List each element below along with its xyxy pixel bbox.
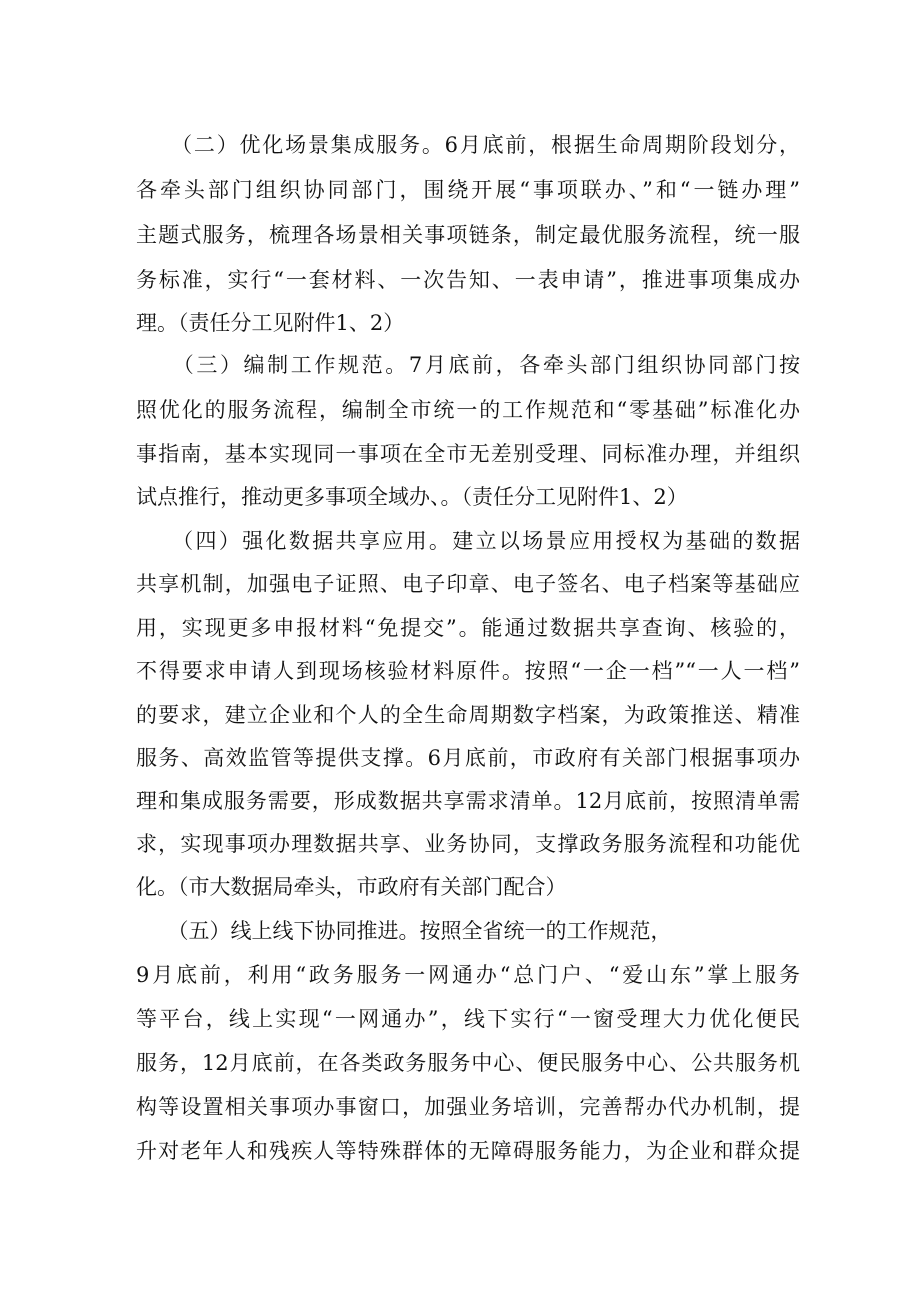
paragraph-3-line-3: 事指南，基本实现同一事项在全市无差别受理、同标准办理，并组织 bbox=[136, 442, 800, 466]
paragraph-5-line-1: （五）线上线下协同推进。按照全省统一的工作规范， bbox=[136, 919, 672, 943]
paragraph-4-line-9: 化。（市大数据局牵头，市政府有关部门配合） bbox=[136, 875, 567, 899]
paragraph-2-line-5: 理。（责任分工见附件1、2） bbox=[136, 311, 405, 335]
paragraph-3-line-2: 照优化的服务流程，编制全市统一的工作规范和“零基础”标准化办 bbox=[136, 398, 800, 422]
paragraph-5-line-3: 等平台，线上实现“一网通办”，线下实行“一窗受理大力优化便民 bbox=[136, 1007, 800, 1031]
paragraph-4-line-4: 不得要求申请人到现场核验材料原件。按照“一企一档”“一人一档” bbox=[136, 659, 800, 683]
paragraph-4-line-8: 求，实现事项办理数据共享、业务协同，支撑政务服务流程和功能优 bbox=[136, 832, 800, 856]
paragraph-2-line-2: 各牵头部门组织协同部门，围绕开展“事项联办、”和“一链办理” bbox=[136, 178, 800, 202]
paragraph-2-line-4: 务标准，实行“一套材料、一次告知、一表申请”，推进事项集成办 bbox=[136, 268, 800, 292]
paragraph-4-line-7: 理和集成服务需要，形成数据共享需求清单。12月底前，按照清单需 bbox=[136, 789, 800, 813]
paragraph-3-line-4: 试点推行，推动更多事项全域办、。（责任分工见附件1、2） bbox=[136, 485, 688, 509]
paragraph-2-line-3: 主题式服务，梳理各场景相关事项链条，制定最优服务流程，统一服 bbox=[136, 223, 800, 247]
paragraph-4-line-5: 的要求，建立企业和个人的全生命周期数字档案，为政策推送、精准 bbox=[136, 703, 800, 727]
paragraph-4-line-6: 服务、高效监管等提供支撑。6月底前，市政府有关部门根据事项办 bbox=[136, 746, 800, 770]
paragraph-3-line-1: （三）编制工作规范。7月底前，各牵头部门组织协同部门按 bbox=[136, 353, 800, 377]
paragraph-4-line-3: 用，实现更多申报材料“免提交”。能通过数据共享查询、核验的， bbox=[136, 616, 800, 640]
paragraph-2-line-1: （二）优化场景集成服务。6月底前，根据生命周期阶段划分， bbox=[136, 133, 800, 157]
paragraph-5-line-5: 构等设置相关事项办事窗口，加强业务培训，完善帮办代办机制，提 bbox=[136, 1095, 800, 1119]
paragraph-4-line-2: 共享机制，加强电子证照、电子印章、电子签名、电子档案等基础应 bbox=[136, 572, 800, 596]
paragraph-4-line-1: （四）强化数据共享应用。建立以场景应用授权为基础的数据 bbox=[136, 529, 800, 553]
paragraph-5-line-4: 服务，12月底前，在各类政务服务中心、便民服务中心、公共服务机 bbox=[136, 1051, 800, 1075]
paragraph-5-line-2: 9月底前，利用“政务服务一网通办“总门户、“爱山东”掌上服务 bbox=[136, 963, 800, 987]
paragraph-5-line-6: 升对老年人和残疾人等特殊群体的无障碍服务能力，为企业和群众提 bbox=[136, 1139, 800, 1163]
